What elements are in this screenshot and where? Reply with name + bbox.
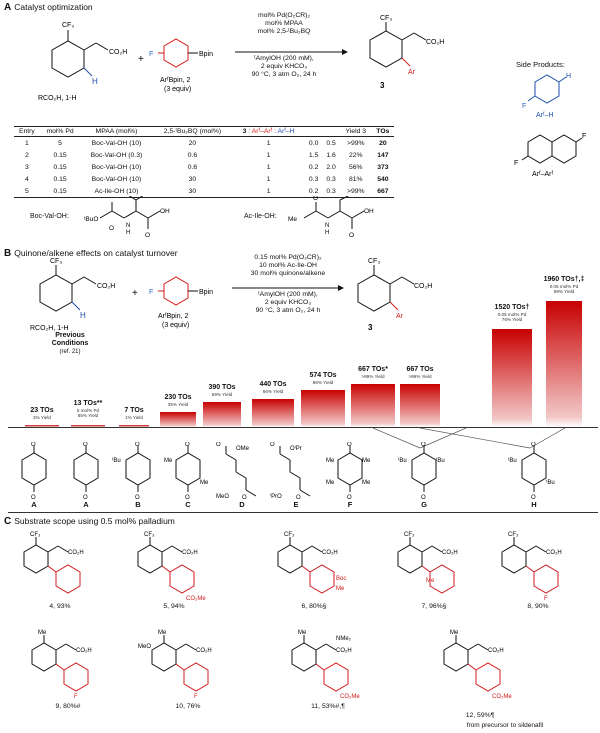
quinone-structure — [508, 442, 560, 500]
svg-text:O: O — [296, 495, 301, 500]
svg-text:OMe: OMe — [236, 446, 250, 452]
bar-label: 667 TOs* >99% Yield — [358, 366, 388, 380]
svg-text:H: H — [325, 230, 330, 236]
svg-text:CF₃: CF₃ — [404, 532, 415, 538]
svg-text:O: O — [270, 442, 275, 448]
side-product-arar: Arᶠ–Arᶠ — [532, 171, 554, 178]
bar-label: 1960 TOs†,‡ 0.05 mol% Pd 98% Yield — [543, 276, 585, 294]
side-products-title: Side Products: — [516, 60, 565, 69]
svg-text:Me: Me — [326, 458, 335, 464]
quinone-label: A — [83, 500, 89, 509]
bar-label: 667 TOs >99% Yield — [406, 366, 434, 380]
svg-text:CO₂H: CO₂H — [76, 648, 92, 654]
compound-label: 5, 94% — [163, 603, 185, 610]
compound-structure — [384, 530, 484, 602]
svg-text:N: N — [126, 223, 131, 229]
compound-label: 6, 80%§ — [301, 603, 327, 610]
compound-structure — [264, 530, 364, 602]
bar-label: 440 TOs 66% Yield — [259, 380, 287, 394]
compound-label: 12, 59%¶ — [465, 712, 495, 719]
svg-text:O: O — [31, 442, 36, 448]
bar — [400, 384, 440, 427]
footnote-12: from precursor to sildenafil — [466, 722, 544, 729]
optimization-table: Entry mol% Pd MPAA (mol%) 2,5-ᵗBu₂BQ (mol%) 3 : Arᶠ–Arᶠ : Arᶠ–H Yield 3 TOs 1 5 Boc-Val-OH (10) 20 1 0.0 0.5 >99% 20 2 0.15 Boc-Val-OH (0.3) 0.6 1 1.5 1.6 22% 147 3 0.15 Boc-Val-OH (10) 0.6 1 0.2 2.0 56% 373 4 0.15 Boc-Val-OH (10) 30 1 0.3 0.3 81% 540 5 0.15 Ac-Ile-OH (10) 30 1 0.2 0.3 >99% 667 — [14, 126, 394, 198]
quinone-label: E — [293, 500, 299, 509]
svg-text:ᵗBuO: ᵗBuO — [84, 216, 99, 223]
plus-sign: + — [138, 54, 144, 65]
svg-text:+: + — [132, 288, 138, 299]
svg-text:O: O — [421, 442, 426, 448]
compound-label: 10, 76% — [175, 703, 201, 710]
compound-label: 7, 96%§ — [421, 603, 447, 610]
svg-text:OⁱPr: OⁱPr — [290, 446, 302, 452]
svg-text:O: O — [31, 495, 36, 500]
ac-ile-oh-structure — [286, 196, 386, 240]
section-b-heading: B Quinone/alkene effects on catalyst turnover — [4, 248, 178, 259]
ligand2-label: Ac-Ile-OH: — [244, 213, 277, 220]
svg-text:O: O — [83, 442, 88, 448]
svg-text:CF₃: CF₃ — [380, 15, 393, 22]
svg-text:Me: Me — [38, 630, 47, 636]
compound-structure — [18, 628, 118, 700]
svg-text:Me: Me — [336, 586, 345, 592]
reactant2-name-b: ArᶠBpin, 2 — [158, 313, 189, 320]
svg-text:CF₃: CF₃ — [368, 258, 381, 265]
reactant2-equiv-b: (3 equiv) — [162, 322, 190, 329]
product-number-b: 3 — [368, 323, 373, 332]
bar — [351, 384, 395, 427]
svg-text:O: O — [313, 196, 319, 202]
section-divider — [8, 512, 598, 513]
svg-text:CF₃: CF₃ — [50, 258, 63, 265]
svg-text:ᵗBu: ᵗBu — [436, 458, 445, 464]
svg-text:CO₂H: CO₂H — [322, 550, 338, 556]
conditions-a-top: mol% Pd(O₂CR)₂ mol% MPAA mol% 2,5-ᵗBu₂BQ — [257, 12, 311, 36]
svg-text:ᵗBu: ᵗBu — [112, 458, 121, 464]
cf3-label: CF₃ — [62, 22, 75, 29]
side-products — [510, 70, 598, 182]
bar — [160, 412, 196, 427]
svg-text:Ar: Ar — [396, 313, 403, 320]
svg-text:CO₂H: CO₂H — [68, 550, 84, 556]
table-row: 1 5 Boc-Val-OH (10) 20 1 0.0 0.5 >99% 20 — [25, 139, 387, 147]
compound-structure — [430, 628, 530, 700]
svg-text:CO₂Me: CO₂Me — [186, 596, 206, 602]
svg-text:N: N — [325, 223, 330, 229]
boc-val-oh-structure — [82, 196, 192, 240]
svg-text:CO₂Me: CO₂Me — [492, 694, 512, 700]
svg-text:F: F — [582, 133, 587, 140]
compound-structure — [124, 530, 224, 602]
svg-text:Me: Me — [164, 458, 173, 464]
svg-text:OH: OH — [160, 208, 170, 215]
compound-structure — [138, 628, 238, 700]
svg-text:Me: Me — [158, 630, 167, 636]
svg-text:Me: Me — [288, 216, 298, 223]
svg-text:Me: Me — [426, 578, 435, 584]
svg-text:Me: Me — [200, 480, 209, 486]
bar-label: 230 TOs 35% Yield — [164, 394, 192, 408]
bar — [301, 390, 345, 427]
reactant2-structure — [158, 39, 198, 67]
quinone-structure — [112, 442, 164, 500]
quinone-structure — [8, 442, 60, 500]
bar-label: 574 TOs 86% Yield — [309, 372, 337, 386]
svg-text:CO₂Me: CO₂Me — [340, 694, 360, 700]
svg-text:O: O — [216, 442, 221, 448]
quinone-label: C — [185, 500, 191, 509]
svg-text:CO₂H: CO₂H — [414, 283, 433, 290]
product-structure — [370, 22, 426, 67]
bar — [492, 329, 532, 427]
svg-text:O: O — [185, 442, 190, 448]
svg-text:CO₂H: CO₂H — [546, 550, 562, 556]
svg-text:O: O — [421, 495, 426, 500]
svg-text:MeO: MeO — [138, 644, 152, 650]
conditions-b-top: 0.15 mol% Pd(O₂CR)₂ 10 mol% Ac-Ile-OH 30 mol% quinone/alkene — [250, 254, 326, 278]
svg-text:CO₂H: CO₂H — [196, 648, 212, 654]
svg-text:O: O — [349, 232, 355, 239]
quinone-structure — [324, 442, 376, 500]
ligand1-label: Boc-Val-OH: — [30, 213, 69, 220]
svg-text:CO₂H: CO₂H — [182, 550, 198, 556]
quinone-label: G — [421, 500, 427, 509]
section-a-heading: A Catalyst optimization — [4, 2, 93, 13]
quinone-label: A — [31, 500, 37, 509]
section-c-heading: C Substrate scope using 0.5 mol% palladium — [4, 516, 175, 527]
h-label: H — [92, 77, 98, 86]
svg-text:O: O — [135, 495, 140, 500]
co2h-label: CO₂H — [109, 49, 128, 56]
compound-structure — [10, 530, 110, 602]
svg-text:CF₃: CF₃ — [144, 532, 155, 538]
svg-text:O: O — [109, 225, 115, 232]
compound-label: 9, 80%# — [55, 703, 81, 710]
svg-text:Me: Me — [450, 630, 459, 636]
svg-text:O: O — [242, 495, 247, 500]
svg-text:Boc: Boc — [336, 576, 347, 582]
svg-text:H: H — [80, 311, 86, 320]
reactant1-structure — [52, 30, 108, 77]
conditions-a-bottom: ᵗAmylOH (200 mM), 2 equiv KHCO₃ 90 °C, 3 atm O₂, 24 h — [251, 55, 317, 79]
quinone-label: D — [239, 500, 245, 509]
svg-text:CO₂H: CO₂H — [442, 550, 458, 556]
svg-text:H: H — [566, 73, 572, 80]
side-product-arh: Arᶠ–H — [536, 112, 554, 119]
svg-text:ᵗBu: ᵗBu — [508, 458, 517, 464]
reactant2-name: ArᶠBpin, 2 — [160, 77, 191, 84]
svg-text:ᵗBu: ᵗBu — [546, 480, 555, 486]
svg-text:O: O — [145, 232, 151, 239]
svg-text:O: O — [531, 442, 536, 448]
svg-text:O: O — [83, 495, 88, 500]
svg-text:MeO: MeO — [216, 494, 230, 500]
reactant1-name: RCO₂H, 1-H — [38, 95, 77, 102]
table-row: 4 0.15 Boc-Val-OH (10) 30 1 0.3 0.3 81% 540 — [25, 175, 389, 183]
compound-label: 11, 53%#,¶ — [311, 703, 345, 710]
reactant1-name-b: RCO₂H, 1-H — [30, 325, 69, 332]
bar-label: 13 TOs** 5 mol% Pd 65% Yield — [73, 400, 103, 418]
table-row: 3 0.15 Boc-Val-OH (10) 0.6 1 0.2 2.0 56% 373 — [25, 163, 389, 171]
svg-text:O: O — [347, 495, 352, 500]
quinone-structure — [216, 442, 268, 500]
bar-label: 390 TOs 59% Yield — [208, 383, 236, 397]
product-number: 3 — [380, 81, 385, 90]
svg-text:F: F — [194, 694, 198, 700]
svg-text:NMe₂: NMe₂ — [336, 636, 351, 642]
svg-text:F: F — [514, 160, 519, 167]
svg-text:OH: OH — [364, 208, 374, 215]
svg-text:H: H — [126, 230, 131, 236]
quinone-structure — [270, 442, 322, 500]
svg-text:F: F — [544, 596, 548, 602]
bar-label: 23 TOs 3% Yield — [30, 407, 54, 420]
quinone-label: B — [135, 500, 141, 509]
bar — [252, 399, 294, 427]
svg-text:CO₂H: CO₂H — [488, 648, 504, 654]
svg-text:O: O — [347, 442, 352, 448]
quinone-structure — [398, 442, 450, 500]
reactant2-equiv: (3 equiv) — [164, 86, 192, 93]
bar — [546, 301, 582, 427]
compound-label: 4, 93% — [49, 603, 71, 610]
svg-text:O: O — [135, 442, 140, 448]
fluoro-label: F — [149, 51, 154, 58]
compound-structure — [488, 530, 588, 602]
quinone-structure — [60, 442, 112, 500]
svg-text:Me: Me — [362, 458, 371, 464]
svg-text:Me: Me — [362, 480, 371, 486]
bar — [203, 402, 241, 427]
compound-structure — [278, 628, 378, 700]
quinone-label: H — [531, 500, 537, 509]
quinone-label: F — [347, 500, 353, 509]
svg-text:Bpin: Bpin — [199, 289, 214, 296]
svg-text:Ar: Ar — [408, 69, 415, 76]
svg-text:F: F — [149, 289, 154, 296]
svg-text:CO₂H: CO₂H — [426, 39, 445, 46]
svg-text:Me: Me — [326, 480, 335, 486]
svg-text:ⁱPrO: ⁱPrO — [270, 494, 282, 500]
svg-text:O: O — [185, 495, 190, 500]
svg-text:Me: Me — [298, 630, 307, 636]
svg-text:F: F — [74, 694, 78, 700]
quinone-structure — [162, 442, 214, 500]
bar-label: 1520 TOs† 0.05 mol% Pd 76% Yield — [494, 304, 530, 323]
table-row: 5 0.15 Ac-Ile-OH (10) 30 1 0.2 0.3 >99% 667 — [14, 185, 394, 198]
compound-label: 8, 90% — [527, 603, 549, 610]
conditions-b-bottom: ᵗAmylOH (200 mM), 2 equiv KHCO₃ 90 °C, 3 atm O₂, 24 h — [255, 291, 321, 315]
svg-text:ᵗBu: ᵗBu — [398, 458, 407, 464]
previous-conditions-label: Previous Conditions (ref. 21) — [51, 332, 89, 355]
table-row: 2 0.15 Boc-Val-OH (0.3) 0.6 1 1.5 1.6 22% 147 — [25, 151, 389, 159]
bar-label: 7 TOs 1% Yield — [124, 407, 144, 420]
bpin-label: Bpin — [199, 51, 214, 58]
svg-text:CO₂H: CO₂H — [97, 283, 116, 290]
svg-text:O: O — [531, 495, 536, 500]
svg-text:F: F — [522, 103, 527, 110]
svg-text:CF₃: CF₃ — [508, 532, 519, 538]
svg-text:CF₃: CF₃ — [30, 532, 41, 538]
svg-text:CF₃: CF₃ — [284, 532, 295, 538]
svg-text:CO₂H: CO₂H — [336, 648, 352, 654]
